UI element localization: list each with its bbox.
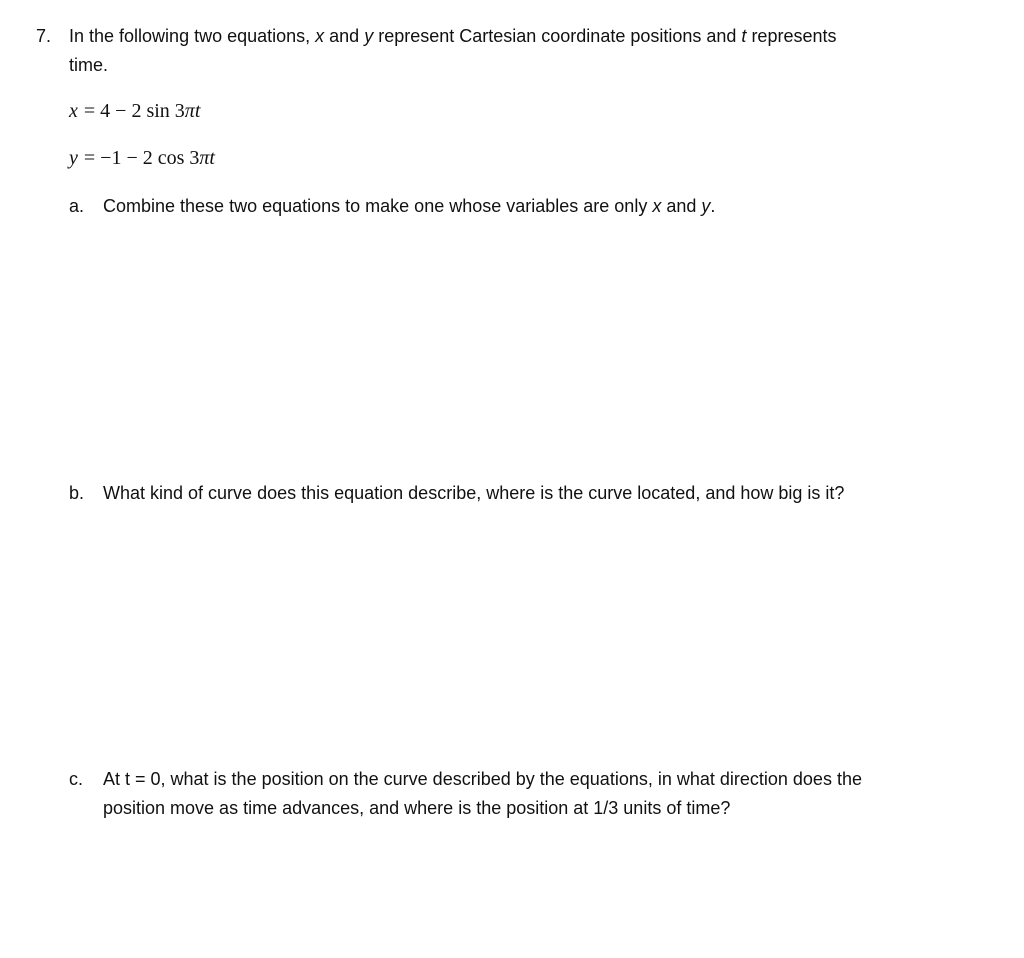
equation-x-lhs: x [69, 100, 78, 122]
intro-text-and: and [324, 26, 365, 46]
equation-y [69, 147, 215, 170]
equation-x-tail: πt [184, 100, 201, 122]
equation-y-lhs: y [69, 147, 78, 169]
part-a-label: a. [69, 196, 85, 216]
question-intro-line1 [69, 26, 836, 47]
intro-var-y: y [364, 26, 374, 46]
question-number: 7. [36, 26, 52, 46]
intro-text-1: In the following two equations, [69, 26, 316, 46]
equation-y-rhs: = −1 − 2 cos 3 [83, 147, 200, 169]
part-c-label: c. [69, 769, 84, 789]
part-b-label: b. [69, 483, 85, 503]
part-a-var-x: x [652, 196, 662, 216]
equation-y-tail: πt [199, 147, 215, 169]
equation-x [69, 100, 200, 123]
intro-text-2: represent Cartesian coordinate positions and [373, 26, 742, 46]
part-a-var-y: y [701, 196, 711, 216]
equation-x-rhs: = 4 − 2 sin 3 [83, 100, 185, 122]
part-c-text-line1: At t = 0, what is the position on the curve described by the equations, in what direction does the [103, 769, 862, 789]
part-a-text-and: and [661, 196, 702, 216]
question-intro-line2: time. [69, 55, 109, 75]
intro-text-3: represents [746, 26, 837, 46]
part-a-text-end: . [710, 196, 716, 216]
intro-var-x: x [315, 26, 325, 46]
part-c-text-line2: position move as time advances, and where is the position at 1/3 units of time? [103, 798, 731, 818]
intro-var-t: t [741, 26, 747, 46]
part-b-text: What kind of curve does this equation describe, where is the curve located, and how big is it? [103, 483, 845, 503]
part-a-text [103, 196, 715, 217]
part-a-text-1: Combine these two equations to make one whose variables are only [103, 196, 653, 216]
